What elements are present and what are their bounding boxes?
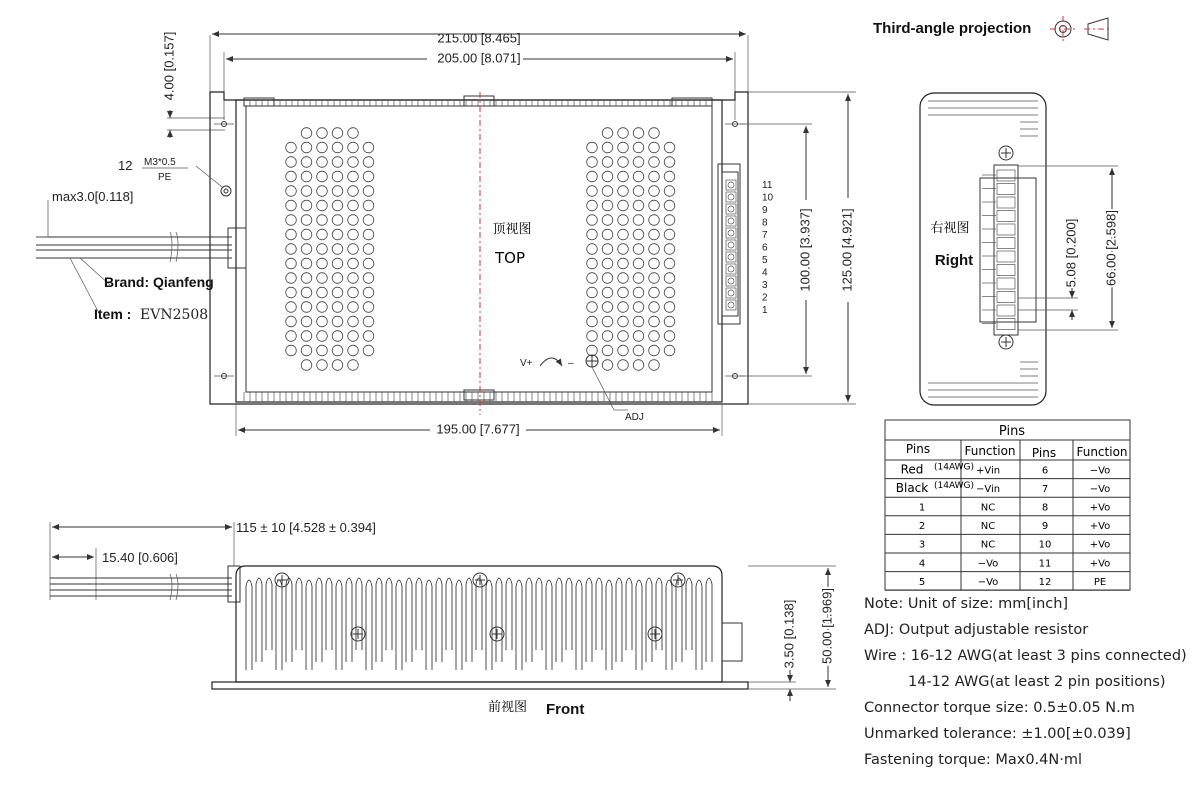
front-title-en: Front (546, 701, 585, 718)
terminal-number: 7 (762, 230, 768, 241)
cell-pin-a: 4 (918, 558, 926, 570)
right-view (920, 93, 1118, 405)
note-wire: Wire : 16-12 AWG(at least 3 pins connected) (864, 648, 1187, 664)
terminal-number: 2 (762, 292, 768, 304)
dim-hole-vertical: 100.00 [3.937] (797, 208, 813, 292)
table-header-function-b: Function (1076, 445, 1128, 459)
cell-function-b: +Vo (1089, 521, 1111, 533)
cell-pin-a: 3 (918, 539, 926, 551)
note-tolerance: Unmarked tolerance: ±1.00[±0.039] (864, 726, 1131, 742)
dim-right-pitch: 5.08 [0.200] (1063, 218, 1079, 288)
dim-cable-length: 115 ± 10 [4.528 ± 0.394] (236, 520, 376, 535)
adj-minus: – (568, 358, 574, 369)
dim-front-height: 50.00 [1.969] (819, 588, 835, 664)
screw-icon (648, 627, 662, 641)
cell-function-a: NC (980, 502, 996, 514)
front-view (50, 520, 836, 718)
input-cables (36, 200, 246, 268)
note-fastening-torque: Fastening torque: Max0.4N·ml (864, 752, 1082, 768)
notes (864, 591, 1187, 773)
table-title: Pins (998, 424, 1026, 439)
table-row (919, 503, 1110, 514)
note-adj: ADJ: Output adjustable resistor (864, 622, 1089, 638)
cell-pin-b: 9 (1041, 521, 1049, 533)
terminal-number: 10 (762, 192, 774, 204)
heatsink-fins (246, 578, 712, 670)
cell-function-a: +Vin (975, 465, 1001, 477)
table-header-pins-a: Pins (905, 442, 931, 456)
terminal-number: 3 (762, 280, 768, 291)
dim-body-width: 195.00 [7.677] (436, 421, 520, 437)
dim-strip-length: 15.40 [0.606] (102, 550, 178, 565)
dim-base-thickness: 3.50 [0.138] (781, 599, 797, 669)
pe-screw-icon (221, 186, 231, 196)
cell-awg: (14AWG) (934, 462, 975, 473)
cell-function-a: −Vo (977, 558, 999, 570)
dim-overall-height: 125.00 [4.921] (839, 208, 855, 292)
right-screw-top-icon (999, 146, 1013, 160)
adj-vplus: V+ (520, 358, 533, 369)
table-row (919, 558, 1110, 569)
cell-pin-b: 7 (1041, 483, 1049, 495)
pe-text: PE (158, 172, 172, 183)
dim-flange-thickness: 4.00 [0.157] (161, 31, 177, 101)
item-value: EVN2508 (140, 307, 209, 323)
cell-function-a: NC (980, 521, 996, 533)
terminal-number: 6 (762, 242, 768, 254)
screw-icon (473, 573, 487, 587)
right-screw-bottom-icon (999, 335, 1013, 349)
screw-icon (351, 627, 365, 641)
top-view (36, 30, 858, 438)
cell-pin-a: Black (895, 480, 929, 495)
screw-icon (275, 573, 289, 587)
terminal-number: 1 (762, 305, 768, 316)
cell-pin-b: 8 (1041, 502, 1049, 514)
cell-function-b: +Vo (1089, 502, 1111, 514)
fin-edges (244, 96, 712, 402)
table-row (896, 481, 1111, 495)
table-row (901, 462, 1111, 476)
pins-table (885, 420, 1130, 590)
terminal-numbers (762, 180, 774, 316)
projection-symbol-icon (1050, 16, 1112, 42)
terminal-number: 8 (762, 217, 768, 229)
terminal-number: 4 (762, 267, 768, 279)
top-title-cn: 顶视图 (492, 222, 532, 237)
cell-pin-b: 10 (1038, 539, 1052, 551)
table-row (919, 521, 1110, 532)
table-row (919, 540, 1110, 551)
dim-overall-width: 215.00 [8.465] (437, 30, 521, 46)
cell-function-b: PE (1093, 576, 1107, 588)
cell-pin-b: 6 (1041, 465, 1049, 477)
dim-cable-diameter: max3.0[0.118] (52, 189, 134, 204)
projection-header (873, 16, 1112, 42)
dim-hole-spacing: 205.00 [8.071] (437, 50, 521, 66)
cell-function-b: −Vo (1089, 465, 1111, 477)
vent-holes-left (286, 128, 374, 371)
cell-function-a: NC (980, 539, 996, 551)
terminal-number: 11 (762, 180, 773, 191)
adj-potentiometer-icon (586, 355, 598, 367)
top-title-en: TOP (494, 249, 526, 267)
pe-number: 12 (118, 158, 133, 173)
note-wire-2: 14-12 AWG(at least 2 pin positions) (908, 674, 1166, 690)
cell-function-b: +Vo (1089, 539, 1111, 551)
adj-label: ADJ (625, 412, 644, 423)
table-header-function-a: Function (964, 444, 1016, 458)
cell-function-b: +Vo (1089, 558, 1111, 570)
right-title-en: Right (934, 252, 974, 269)
cell-pin-a: 5 (918, 576, 926, 588)
cell-function-a: −Vo (977, 576, 999, 588)
note-connector-torque: Connector torque size: 0.5±0.05 N.m (864, 700, 1135, 716)
note-unit: Note: Unit of size: mm[inch] (864, 596, 1069, 612)
cell-function-a: −Vin (975, 483, 1001, 495)
front-title-cn: 前视图 (488, 700, 528, 715)
vent-holes-right (587, 128, 675, 371)
table-header-pins-b: Pins (1031, 446, 1057, 460)
cell-awg: (14AWG) (934, 480, 975, 491)
cell-pin-a: Red (900, 462, 924, 477)
pe-screw-spec: M3*0.5 (144, 157, 176, 168)
item-label: Item : (94, 306, 132, 322)
brand-label: Brand: Qianfeng (104, 274, 214, 290)
terminal-number: 9 (762, 205, 768, 216)
cell-pin-b: 12 (1038, 576, 1052, 588)
screw-icon (671, 573, 685, 587)
terminal-block (718, 164, 740, 324)
projection-label: Third-angle projection (873, 20, 1032, 37)
terminal-number: 5 (762, 255, 768, 266)
screw-icon (490, 627, 504, 641)
right-title-cn: 右视图 (930, 221, 970, 236)
cell-function-b: −Vo (1089, 483, 1111, 495)
dim-right-span: 66.00 [2.598] (1103, 210, 1119, 286)
cell-pin-a: 2 (918, 521, 926, 533)
table-row (919, 577, 1106, 588)
cell-pin-b: 11 (1038, 558, 1052, 570)
cell-pin-a: 1 (918, 502, 926, 514)
